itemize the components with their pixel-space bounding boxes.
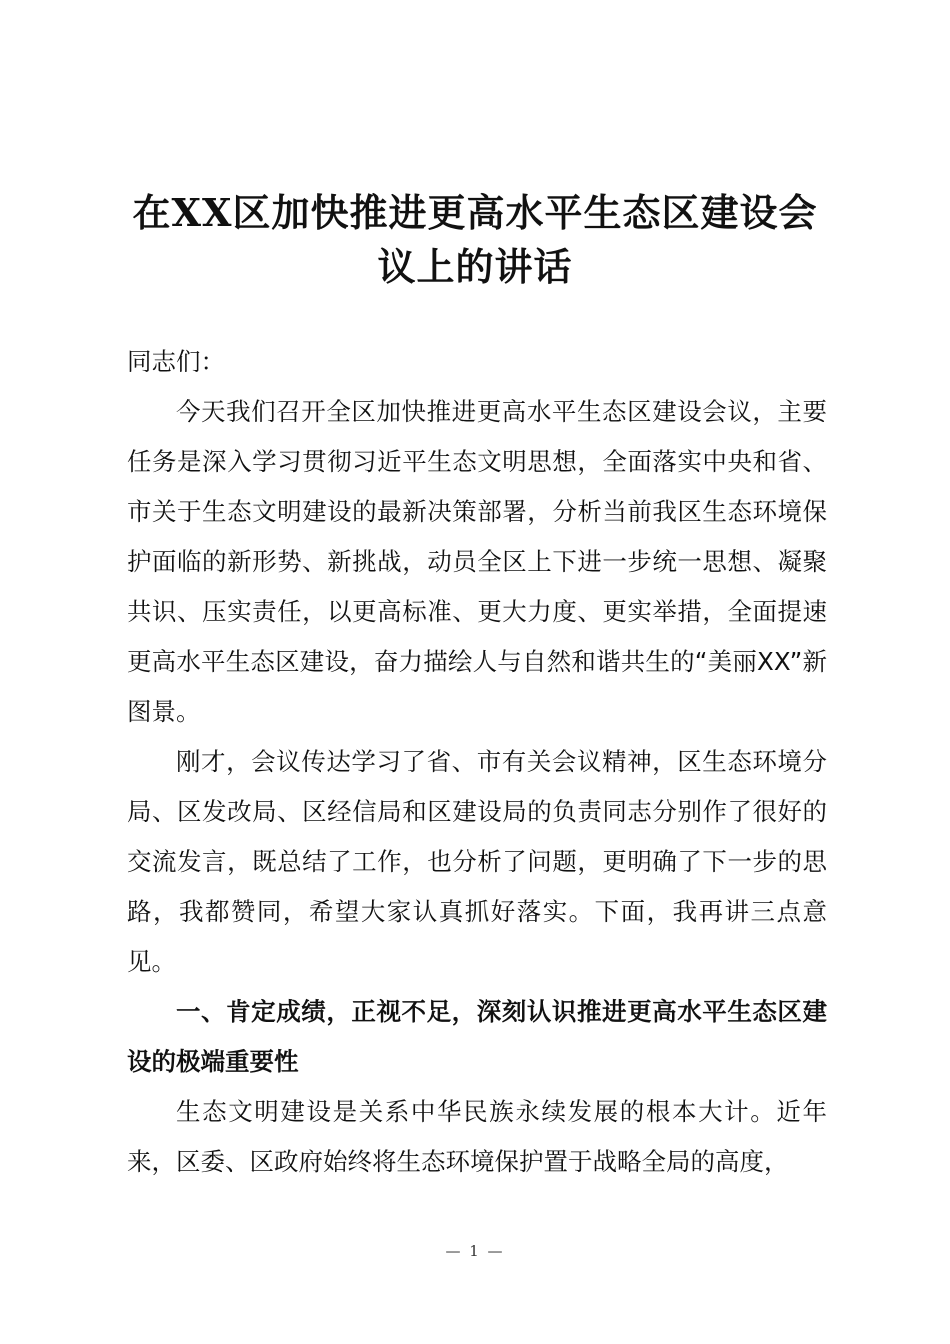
paragraph-meeting-summary: 刚才，会议传达学习了省、市有关会议精神，区生态环境分局、区发改局、区经信局和区建设局的负责同志分别作了很好的交流发言，既总结了工作，也分析了问题，更明确了下一步的思路，我都赞同，希望大家认真抓好落实。下面，我再讲三点意见。 <box>127 747 827 976</box>
salutation: 同志们： <box>127 347 225 376</box>
section-1-paragraph: 生态文明建设是关系中华民族永续发展的根本大计。近年来，区委、区政府始终将生态环境保护置于战略全局的高度， <box>127 1097 827 1176</box>
page-number: — 1 — <box>445 1242 505 1260</box>
document-title <box>100 186 850 294</box>
title-line-2: 议上的讲话 <box>377 244 573 289</box>
title-line-1: 在XX区加快推进更高水平生态区建设会 <box>132 190 818 235</box>
document-body <box>127 337 827 1187</box>
paragraph-opening: 今天我们召开全区加快推进更高水平生态区建设会议，主要任务是深入学习贯彻习近平生态文明思想，全面落实中央和省、市关于生态文明建设的最新决策部署，分析当前我区生态环境保护面临的新形势、新挑战，动员全区上下进一步统一思想、凝聚共识、压实责任，以更高标准、更大力度、更实举措，全面提速更高水平生态区建设，奋力描绘人与自然和谐共生的“美丽XX”新图景。 <box>127 397 827 726</box>
section-heading-1: 一、肯定成绩，正视不足，深刻认识推进更高水平生态区建设的极端重要性 <box>127 997 827 1076</box>
